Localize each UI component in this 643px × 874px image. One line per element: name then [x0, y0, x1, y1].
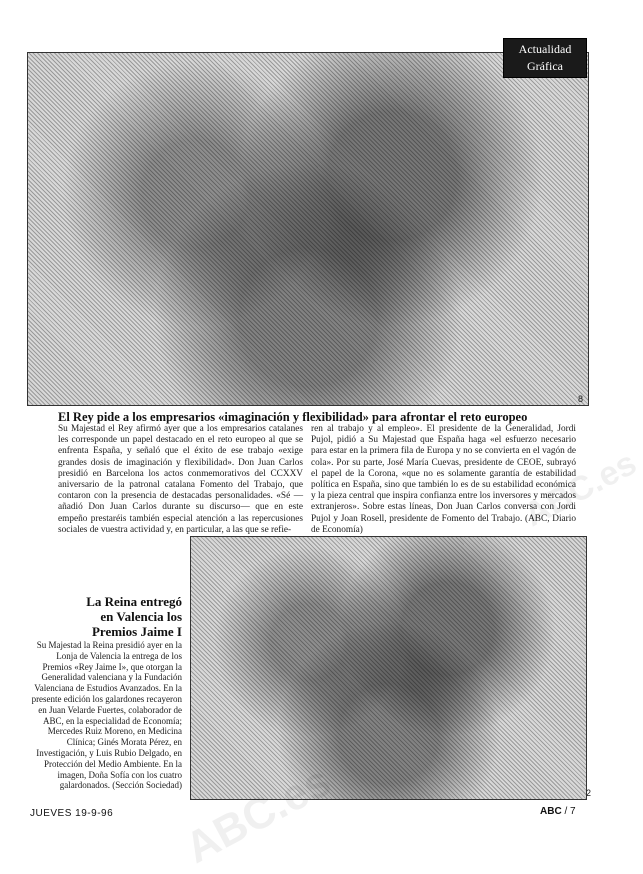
watermark: ABC.es — [517, 443, 643, 535]
headline-bottom-line: en Valencia los — [100, 609, 182, 624]
footer-page — [540, 806, 576, 817]
headline-bottom-line: La Reina entregó — [86, 594, 182, 609]
story-bottom-body: Su Majestad la Reina presidió ayer en la Lonja de Valencia la entrega de los Premios «Rey Jaime I», que otorgan la Generalidad valenciana y la Fundación Valenciana de Estudios Avanzados. En la presente edición los galardones recayeron en Juan Velarde Fuertes, colaborador de ABC, en la especialidad de Economía; Mercedes Ruiz Moreno, en Medicina Clínica; Ginés Morata Pérez, en Investigación, y Luis Rubio Delgado, en Protección del Medio Ambiente. En la imagen, Doña Sofía con los cuatro galardonados. (Sección Sociedad) — [31, 640, 182, 791]
footer-brand: ABC — [540, 806, 562, 817]
story-top-col-right: ren al trabajo y al empleo». El presidente de la Generalidad, Jordi Pujol, pidió a Su Majestad que España haga «el esfuerzo necesario para estar en la primera fila de Europa y no se convierta en el vagón de cola». Por su parte, José María Cuevas, presidente de CEOE, subrayó el papel de la Corona, «que no es solamente garantía de estabilidad política en España, sino que también lo es de su estabilidad económica y la pieza central que inspira confianza entre los inversores y mercados extranjeros». Sobre estas líneas, Don Juan Carlos conversa con Jordi Pujol y Joan Rosell, presidente de Fomento del Trabajo. (ABC, Diario de Economía) — [311, 424, 576, 535]
footer-date: JUEVES 19-9-96 — [30, 808, 114, 819]
headline-top: El Rey pide a los empresarios «imaginación y flexibilidad» para afrontar el reto europeo — [58, 410, 528, 424]
photo-mark-top: 8 — [578, 394, 584, 404]
page-number: / 7 — [564, 806, 576, 817]
headline-bottom-line: Premios Jaime I — [91, 624, 182, 639]
photo-king-embrace — [27, 52, 589, 406]
section-tab-line2: Gráfica — [527, 59, 563, 73]
section-tab — [503, 38, 587, 78]
photo-queen-awards — [190, 536, 587, 800]
story-top-col-left: Su Majestad el Rey afirmó ayer que a los empresarios catalanes les corresponde un papel destacado en el reto europeo al que se enfrenta España, y señaló que el éxito de ese trabajo «exige grandes dosis de imaginación y flexibilidad». Don Juan Carlos presidió en Barcelona los actos conmemorativos del CCXXV aniversario de la patronal catalana Fomento del Trabajo, que contaron con la presencia de destacadas personalidades. «Sé —añadió Don Juan Carlos durante su discurso— que en este empeño prestaréis también especial atención a las repercusiones sociales de vuestra actividad y, en particular, a las que se refie- — [58, 424, 303, 535]
watermark: ABC.es — [177, 756, 339, 873]
section-tab-line1: Actualidad — [518, 42, 572, 56]
photo-mark-bottom: 2 — [586, 788, 592, 798]
headline-bottom — [30, 594, 182, 639]
